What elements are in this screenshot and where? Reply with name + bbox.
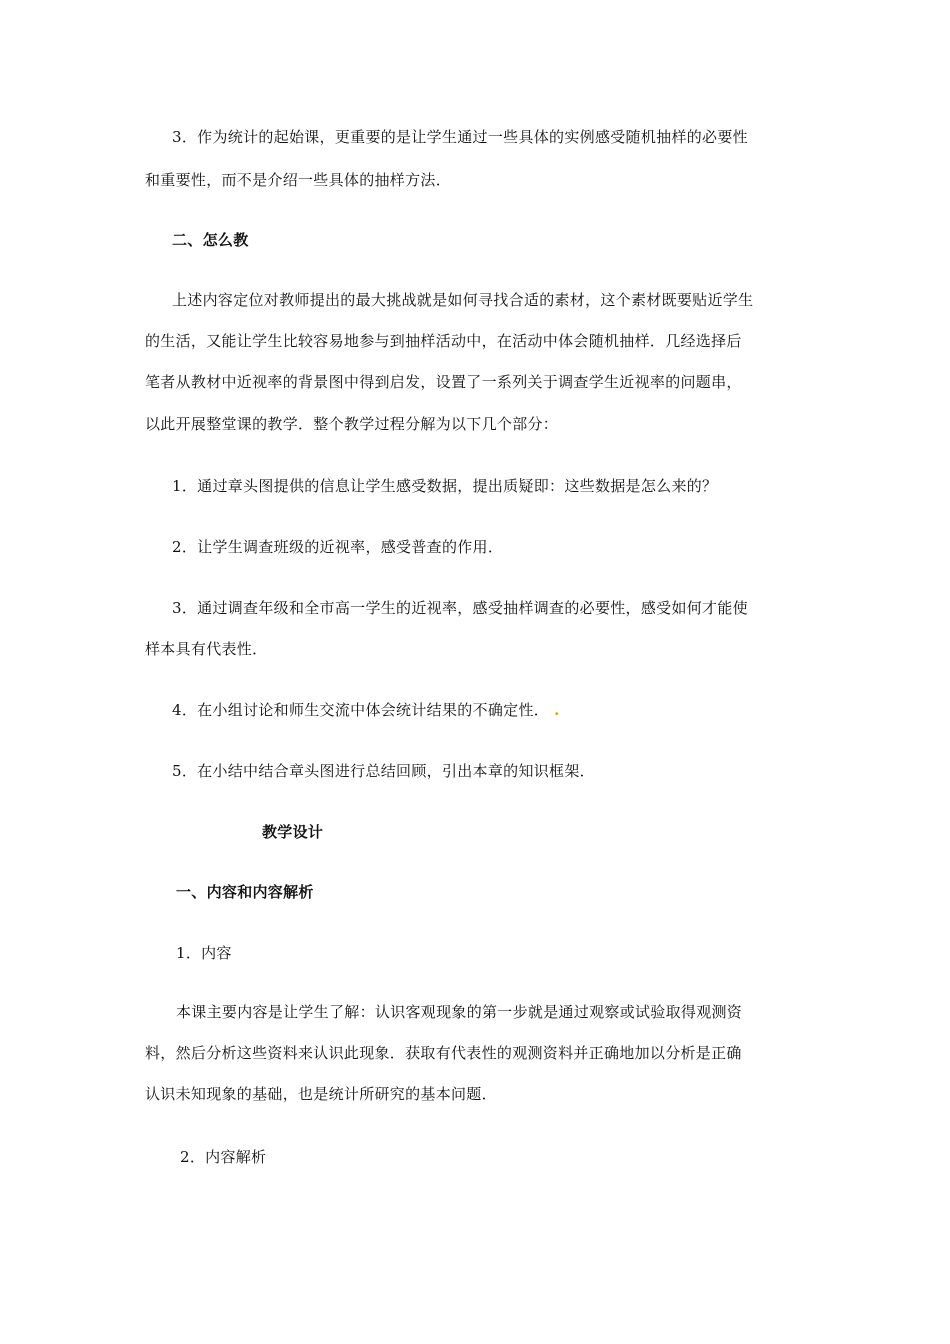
- step-1: 1．通过章头图提供的信息让学生感受数据，提出质疑即：这些数据是怎么来的？: [172, 477, 718, 495]
- para-3-line-2: 和重要性，而不是介绍一些具体的抽样方法．: [145, 171, 452, 189]
- step-2: 2．让学生调查班级的近视率，感受普查的作用．: [172, 538, 504, 556]
- content-line-2: 料，然后分析这些资料来认识此现象．获取有代表性的观测资料并正确地加以分析是正确: [145, 1044, 742, 1062]
- step-5: 5．在小结中结合章头图进行总结回顾，引出本章的知识框架．: [172, 762, 595, 780]
- heading-teaching-design: 教学设计: [262, 823, 324, 841]
- subheading-content: 1．内容: [176, 944, 232, 962]
- heading-content-analysis: 一、内容和内容解析: [176, 883, 314, 901]
- content-line-1: 本课主要内容是让学生了解：认识客观现象的第一步就是通过观察或试验取得观测资: [176, 1003, 743, 1021]
- intro-line-3: 笔者从教材中近视率的背景图中得到启发，设置了一系列关于调查学生近视率的问题串，: [145, 373, 742, 391]
- intro-line-4: 以此开展整堂课的教学．整个教学过程分解为以下几个部分：: [145, 415, 559, 433]
- step-3-line-2: 样本具有代表性．: [145, 640, 268, 658]
- heading-how-to-teach: 二、怎么教: [172, 231, 249, 249]
- step-4: [172, 700, 560, 720]
- step-3-line-1: 3．通过调查年级和全市高一学生的近视率，感受抽样调查的必要性，感受如何才能使: [172, 599, 748, 617]
- intro-line-1: 上述内容定位对教师提出的最大挑战就是如何寻找合适的素材，这个素材既要贴近学生: [172, 291, 754, 309]
- step-4-marker: .: [554, 701, 560, 719]
- para-3-line-1: 3．作为统计的起始课，更重要的是让学生通过一些具体的实例感受随机抽样的必要性: [172, 128, 748, 146]
- intro-line-2: 的生活，又能让学生比较容易地参与到抽样活动中，在活动中体会随机抽样．几经选择后: [145, 332, 742, 350]
- step-4-text: 4．在小组讨论和师生交流中体会统计结果的不确定性．: [172, 701, 550, 719]
- content-line-3: 认识未知现象的基础，也是统计所研究的基本问题．: [145, 1085, 497, 1103]
- subheading-content-analysis: 2．内容解析: [180, 1148, 267, 1166]
